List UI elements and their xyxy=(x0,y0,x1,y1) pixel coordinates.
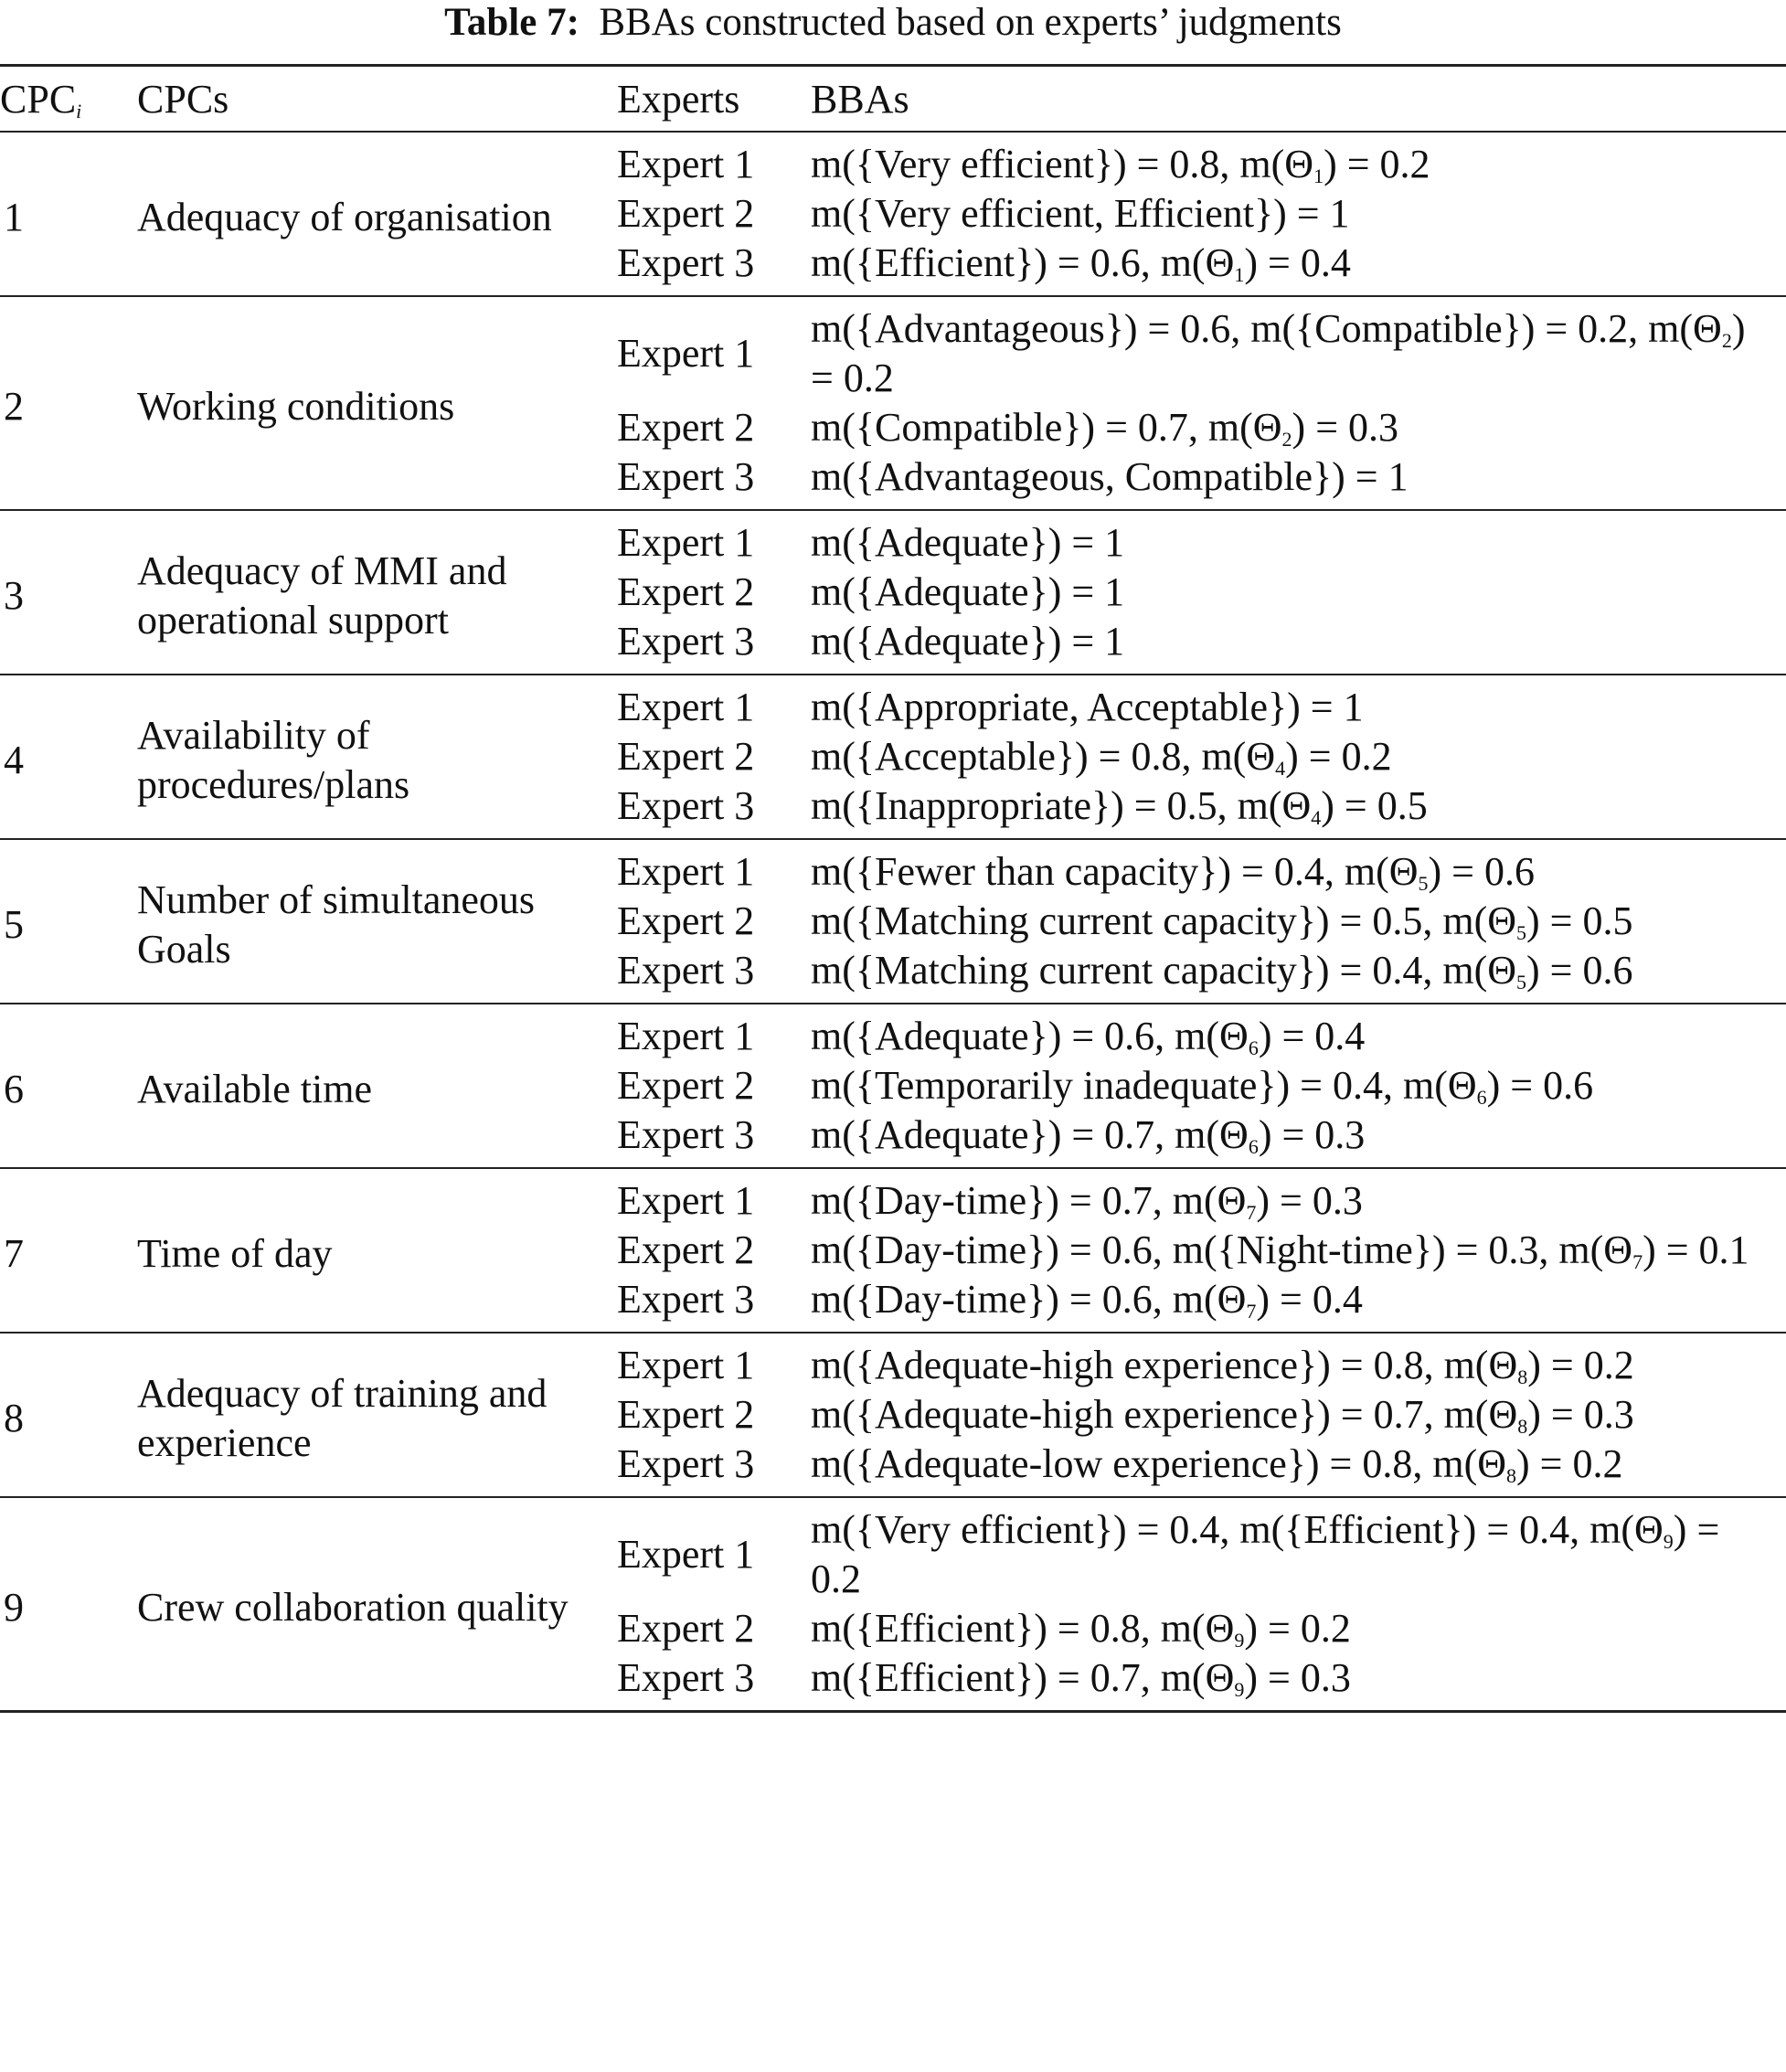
table-row xyxy=(0,510,1786,568)
cpc-group xyxy=(0,510,1786,675)
cpc-number: 8 xyxy=(4,1396,24,1440)
bba-value: m({Very efficient}) = 0.4, m({Efficient}) = 0.4, $m(\Theta_9) = 0.2$ xyxy=(811,1507,1720,1601)
bba-value: m({Adequate-high experience}) = 0.8, $m(\Theta_8) = 0.2$ xyxy=(811,1343,1634,1388)
table-row xyxy=(0,296,1786,403)
expert-label: Expert 3 xyxy=(617,1277,755,1322)
cpc-number: 3 xyxy=(4,573,24,618)
bba-value: m({Day-time}) = 0.7, $m(\Theta_7) = 0.3$ xyxy=(811,1178,1363,1224)
bba-value: m({Day-time}) = 0.6, $m(\Theta_7) = 0.4$ xyxy=(811,1277,1363,1323)
expert-label: Expert 3 xyxy=(617,1112,755,1157)
bba-value: m({Efficient}) = 0.7, $m(\Theta_9) = 0.3$ xyxy=(811,1655,1351,1701)
expert-label: Expert 3 xyxy=(617,454,755,499)
expert-label: Expert 3 xyxy=(617,1655,755,1700)
cpc-name: Working conditions xyxy=(137,384,455,429)
bba-value: m({Day-time}) = 0.6, m({Night-time}) = 0.3, $m(\Theta_7) = 0.1$ xyxy=(811,1227,1749,1273)
table-row xyxy=(0,1004,1786,1061)
bba-value: m({Advantageous}) = 0.6, m({Compatible}) = 0.2, $m(\Theta_2) = 0.2$ xyxy=(811,306,1746,400)
header-experts: Experts xyxy=(617,76,740,122)
expert-label: Expert 1 xyxy=(617,1178,755,1223)
expert-label: Expert 2 xyxy=(617,569,755,614)
expert-label: Expert 1 xyxy=(617,1532,755,1577)
cpc-number: 2 xyxy=(4,384,24,429)
bba-value: m({Adequate}) = 1 xyxy=(811,569,1125,614)
cpc-name: Crew collaboration quality xyxy=(137,1585,569,1630)
bba-value: m({Very efficient}) = 0.8, $m(\Theta_1) = 0.2$ xyxy=(811,142,1430,187)
cpc-number: 9 xyxy=(4,1585,24,1630)
expert-label: Expert 2 xyxy=(617,405,755,450)
table-caption xyxy=(0,0,1786,46)
cpc-number: 4 xyxy=(4,738,24,782)
cpc-number: 5 xyxy=(4,902,24,947)
cpc-number: 6 xyxy=(4,1067,24,1111)
bba-value: m({Adequate}) = 0.6, $m(\Theta_6) = 0.4$ xyxy=(811,1014,1366,1059)
expert-label: Expert 2 xyxy=(617,1227,755,1272)
bba-value: m({Inappropriate}) = 0.5, $m(\Theta_4) = 0.5$ xyxy=(811,783,1428,829)
expert-label: Expert 3 xyxy=(617,1441,755,1486)
cpc-name: Adequacy of organisation xyxy=(137,195,552,239)
bba-value: m({Adequate}) = 0.7, $m(\Theta_6) = 0.3$ xyxy=(811,1112,1366,1158)
bba-value: m({Efficient}) = 0.6, $m(\Theta_1) = 0.4$ xyxy=(811,240,1351,286)
expert-label: Expert 2 xyxy=(617,1606,755,1651)
bba-value: m({Temporarily inadequate}) = 0.4, $m(\Theta_6) = 0.6$ xyxy=(811,1063,1594,1109)
expert-label: Expert 1 xyxy=(617,1014,755,1058)
bba-value: m({Fewer than capacity}) = 0.4, $m(\Theta_5) = 0.6$ xyxy=(811,849,1535,895)
header-cpcs: CPCs xyxy=(137,76,229,122)
bba-value: m({Adequate-high experience}) = 0.7, $m(\Theta_8) = 0.3$ xyxy=(811,1392,1634,1438)
bba-value: m({Matching current capacity}) = 0.5, $m(\Theta_5) = 0.5$ xyxy=(811,898,1633,944)
expert-label: Expert 3 xyxy=(617,619,755,664)
expert-label: Expert 1 xyxy=(617,520,755,565)
expert-label: Expert 1 xyxy=(617,331,755,376)
bba-value: m({Compatible}) = 0.7, $m(\Theta_2) = 0.3$ xyxy=(811,405,1399,451)
expert-label: Expert 2 xyxy=(617,1392,755,1437)
bba-value: m({Appropriate, Acceptable}) = 1 xyxy=(811,685,1364,729)
expert-label: Expert 3 xyxy=(617,240,755,285)
bba-value: m({Adequate-low experience}) = 0.8, $m(\Theta_8) = 0.2$ xyxy=(811,1441,1623,1487)
caption-label: Table 7: xyxy=(444,1,579,44)
table-row xyxy=(0,1333,1786,1390)
header-cpc-i-text: CPC xyxy=(0,76,77,122)
bba-value: m({Efficient}) = 0.8, $m(\Theta_9) = 0.2$ xyxy=(811,1606,1351,1652)
cpc-number: 7 xyxy=(4,1231,24,1276)
expert-label: Expert 1 xyxy=(617,685,755,729)
header-bbas: BBAs xyxy=(811,76,909,122)
cpc-number: 1 xyxy=(4,195,24,239)
table-row xyxy=(0,1497,1786,1604)
cpc-group xyxy=(0,675,1786,839)
bba-value: m({Adequate}) = 1 xyxy=(811,520,1125,565)
expert-label: Expert 2 xyxy=(617,734,755,779)
bba-value: m({Advantageous, Compatible}) = 1 xyxy=(811,454,1409,499)
cpc-group xyxy=(0,839,1786,1004)
header-row xyxy=(0,66,1786,133)
cpc-name: Adequacy of MMI and operational support xyxy=(137,548,507,643)
cpc-name: Adequacy of training and experience xyxy=(137,1371,547,1465)
cpc-name: Number of simultaneous Goals xyxy=(137,877,536,972)
expert-label: Expert 1 xyxy=(617,849,755,894)
header-cpc-i-sub: i xyxy=(76,99,82,122)
bba-value: m({Matching current capacity}) = 0.4, $m(\Theta_5) = 0.6$ xyxy=(811,948,1633,993)
header-cpc-i xyxy=(0,66,137,133)
expert-label: Expert 1 xyxy=(617,142,755,186)
table-row xyxy=(0,675,1786,732)
bba-value: m({Adequate}) = 1 xyxy=(811,619,1125,664)
expert-label: Expert 2 xyxy=(617,191,755,236)
expert-label: Expert 1 xyxy=(617,1343,755,1387)
table-row xyxy=(0,839,1786,897)
cpc-name: Availability of procedures/plans xyxy=(137,713,410,807)
caption-text: BBAs constructed based on experts’ judgments xyxy=(599,1,1342,44)
bba-table xyxy=(0,64,1786,1713)
cpc-name: Available time xyxy=(137,1067,372,1111)
cpc-group xyxy=(0,1004,1786,1168)
table-row xyxy=(0,1168,1786,1226)
bba-value: m({Acceptable}) = 0.8, $m(\Theta_4) = 0.2$ xyxy=(811,734,1392,780)
cpc-group xyxy=(0,1168,1786,1333)
expert-label: Expert 3 xyxy=(617,783,755,828)
cpc-group xyxy=(0,1333,1786,1497)
cpc-group xyxy=(0,296,1786,510)
cpc-group xyxy=(0,132,1786,296)
expert-label: Expert 2 xyxy=(617,1063,755,1108)
bba-value: m({Very efficient, Efficient}) = 1 xyxy=(811,191,1350,236)
cpc-name: Time of day xyxy=(137,1231,333,1276)
table-row xyxy=(0,132,1786,189)
cpc-group xyxy=(0,1497,1786,1712)
expert-label: Expert 3 xyxy=(617,948,755,993)
expert-label: Expert 2 xyxy=(617,898,755,943)
